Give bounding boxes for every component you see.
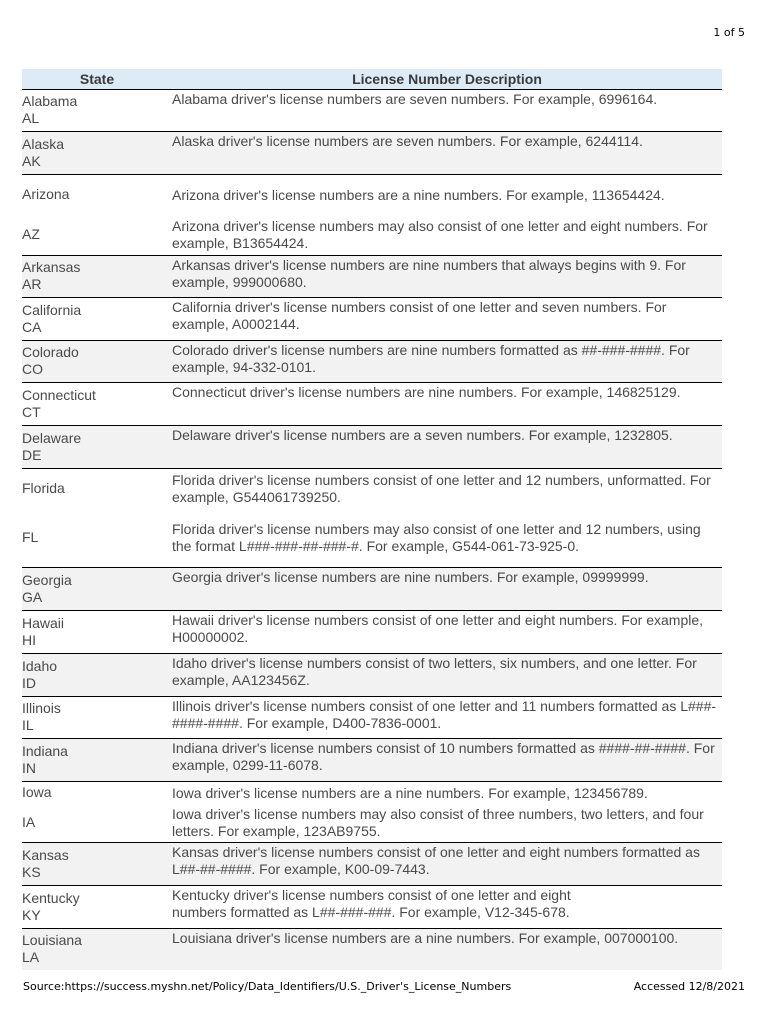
description-column-header: License Number Description <box>172 69 722 90</box>
state-cell <box>22 843 172 886</box>
state-name: Delaware <box>22 429 82 446</box>
table-row <box>22 426 722 469</box>
state-abbreviation: IA <box>22 813 36 830</box>
state-abbreviation: AR <box>22 276 42 292</box>
table-row <box>22 298 722 341</box>
description-text: Iowa driver's license numbers may also consist of three numbers, two letters, and four letters. For example, 123AB9755. <box>172 806 704 839</box>
state-cell <box>22 929 172 971</box>
state-abbreviation: AK <box>22 152 41 169</box>
state-cell <box>22 508 172 568</box>
description-text: Arkansas driver's license numbers are nine numbers that always begins with 9. For example, 999000680. <box>172 257 686 290</box>
accessed-date: Accessed 12/8/2021 <box>633 980 745 993</box>
table-row <box>22 886 722 929</box>
state-name: Idaho <box>22 657 58 674</box>
state-name: Arizona <box>22 185 70 202</box>
license-table <box>22 69 722 970</box>
description-text: Arizona driver's license numbers are a nine numbers. For example, 113654424. <box>172 186 665 203</box>
description-cell <box>172 132 722 175</box>
page-number: 1 of 5 <box>713 26 745 39</box>
state-cell <box>22 568 172 611</box>
table-row <box>22 654 722 697</box>
state-abbreviation: LA <box>22 949 40 965</box>
state-cell <box>22 256 172 298</box>
state-abbreviation: FL <box>22 528 39 545</box>
table-row <box>22 214 722 256</box>
description-cell <box>172 782 722 804</box>
state-name: Kentucky <box>22 889 80 906</box>
description-cell <box>172 341 722 383</box>
state-name: Kansas <box>22 846 69 863</box>
state-name: Colorado <box>22 344 79 360</box>
state-name: Iowa <box>22 783 52 800</box>
table-row <box>22 803 722 843</box>
state-cell <box>22 739 172 782</box>
state-name: Arkansas <box>22 259 81 275</box>
description-text: Kansas driver's license numbers consist of one letter and eight numbers formatted as L##-##-####. For example, K00-09-7443. <box>172 844 700 877</box>
state-cell <box>22 697 172 739</box>
table-row <box>22 508 722 568</box>
state-abbreviation: CT <box>22 403 41 420</box>
state-name: California <box>22 301 82 318</box>
description-cell <box>172 654 722 697</box>
state-cell <box>22 469 172 509</box>
description-cell <box>172 697 722 739</box>
description-cell <box>172 611 722 654</box>
table-row <box>22 132 722 175</box>
description-text: Alaska driver's license numbers are seven numbers. For example, 6244114. <box>172 133 643 149</box>
description-text: Illinois driver's license numbers consist of one letter and 11 numbers formatted as L###-####-####. For example, D400-7836-0001. <box>172 698 717 731</box>
state-cell <box>22 782 172 804</box>
table-row <box>22 843 722 886</box>
state-abbreviation: KS <box>22 863 41 880</box>
state-name: Illinois <box>22 700 61 716</box>
table-row <box>22 568 722 611</box>
source-citation: Source:https://success.myshn.net/Policy/Data_Identifiers/U.S._Driver's_License_Numbers <box>23 980 512 993</box>
state-abbreviation: IL <box>22 717 34 733</box>
description-text: Florida driver's license numbers may also consist of one letter and 12 numbers, using the format L###-###-##-###-#. For example, G544-061-73-925-0. <box>172 521 701 554</box>
state-cell <box>22 214 172 256</box>
table-body <box>22 90 722 971</box>
state-cell <box>22 886 172 929</box>
table-row <box>22 782 722 804</box>
state-cell <box>22 132 172 175</box>
state-abbreviation: HI <box>22 631 36 648</box>
description-cell <box>172 508 722 568</box>
description-text: Delaware driver's license numbers are a seven numbers. For example, 1232805. <box>172 427 673 443</box>
state-abbreviation: AL <box>22 110 40 126</box>
description-text: Connecticut driver's license numbers are nine numbers. For example, 146825129. <box>172 384 681 400</box>
state-abbreviation: ID <box>22 674 36 691</box>
description-cell <box>172 803 722 843</box>
table-row <box>22 341 722 383</box>
state-column-header: State <box>22 69 172 90</box>
state-abbreviation: KY <box>22 906 41 923</box>
state-cell <box>22 90 172 132</box>
state-cell <box>22 426 172 469</box>
state-abbreviation: AZ <box>22 225 40 242</box>
state-name: Alaska <box>22 135 65 152</box>
state-cell <box>22 175 172 215</box>
table-row <box>22 175 722 215</box>
table-row <box>22 90 722 132</box>
table-row <box>22 256 722 298</box>
table-header-row <box>22 69 722 90</box>
state-cell <box>22 341 172 383</box>
description-text: Arizona driver's license numbers may also consist of one letter and eight numbers. For example, B13654424. <box>172 218 708 251</box>
description-cell <box>172 256 722 298</box>
description-cell <box>172 214 722 256</box>
description-cell <box>172 843 722 886</box>
state-name: Alabama <box>22 93 78 109</box>
description-cell <box>172 426 722 469</box>
description-text: Kentucky driver's license numbers consist of one letter and eight numbers formatted as L##-###-###. For example, V12-345-678. <box>172 887 571 920</box>
state-abbreviation: GA <box>22 588 43 605</box>
description-cell <box>172 175 722 215</box>
state-name: Connecticut <box>22 386 96 403</box>
description-text: Indiana driver's license numbers consist of 10 numbers formatted as ####-##-####. For example, 0299-11-6078. <box>172 740 715 773</box>
description-text: Georgia driver's license numbers are nine numbers. For example, 09999999. <box>172 569 649 585</box>
description-cell <box>172 739 722 782</box>
description-cell <box>172 929 722 971</box>
description-cell <box>172 568 722 611</box>
table-row <box>22 739 722 782</box>
state-abbreviation: CO <box>22 361 43 377</box>
state-cell <box>22 298 172 341</box>
description-text: Florida driver's license numbers consist of one letter and 12 numbers, unformatted. For example, G544061739250. <box>172 472 711 505</box>
state-abbreviation: IN <box>22 759 36 776</box>
state-abbreviation: CA <box>22 318 42 335</box>
table-row <box>22 469 722 509</box>
state-name: Florida <box>22 479 65 496</box>
state-name: Louisiana <box>22 932 82 948</box>
description-cell <box>172 886 722 929</box>
description-text: Idaho driver's license numbers consist of two letters, six numbers, and one letter. For example, AA123456Z. <box>172 655 697 688</box>
table-row <box>22 611 722 654</box>
description-text: Colorado driver's license numbers are nine numbers formatted as ##-###-####. For example, 94-332-0101. <box>172 342 690 375</box>
description-text: Iowa driver's license numbers are a nine numbers. For example, 123456789. <box>172 784 648 801</box>
table-row <box>22 929 722 971</box>
description-text: California driver's license numbers consist of one letter and seven numbers. For example, A0002144. <box>172 299 667 332</box>
description-cell <box>172 298 722 341</box>
state-cell <box>22 654 172 697</box>
description-cell <box>172 469 722 509</box>
description-cell <box>172 90 722 132</box>
description-text: Alabama driver's license numbers are seven numbers. For example, 6996164. <box>172 91 658 107</box>
state-name: Georgia <box>22 571 72 588</box>
table-row <box>22 697 722 739</box>
state-name: Indiana <box>22 742 68 759</box>
state-abbreviation: DE <box>22 446 42 463</box>
state-cell <box>22 383 172 426</box>
description-text: Louisiana driver's license numbers are a nine numbers. For example, 007000100. <box>172 930 679 946</box>
table-row <box>22 383 722 426</box>
state-cell <box>22 803 172 843</box>
state-cell <box>22 611 172 654</box>
state-name: Hawaii <box>22 614 65 631</box>
description-cell <box>172 383 722 426</box>
description-text: Hawaii driver's license numbers consist of one letter and eight numbers. For example, H00000002. <box>172 612 704 645</box>
